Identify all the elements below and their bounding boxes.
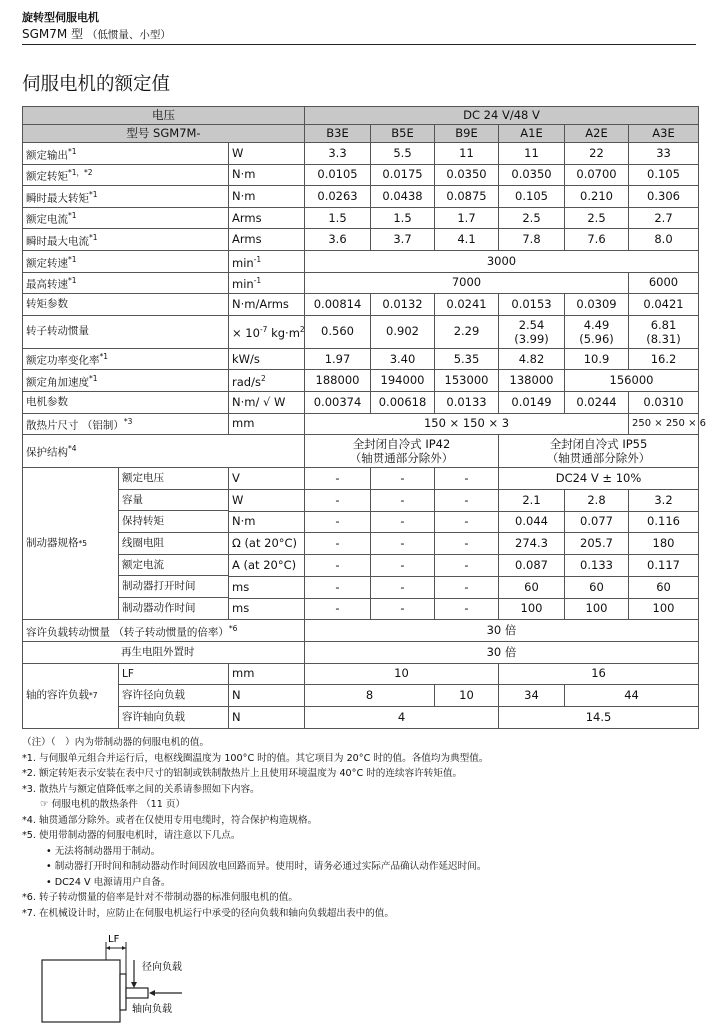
row-label: 转子转动惯量 [23,315,229,348]
model-col: A1E [499,125,565,143]
shaft-group-label: 轴的容许负载 *7 LF 容许径向负载 容许轴向负载 [23,663,229,729]
model-header-row [23,125,699,143]
cell-value: 0.0438 [371,186,435,208]
cell-value: 188000 [305,370,371,392]
brake-group-label: 制动器规格 *5 额定电压 容量 保持转矩 线圈电阻 额定电流 制动器打开时间 制动器动作时间 [23,468,229,620]
cell-value: DC24 V ± 10% [499,468,699,490]
cell-value: 11 [435,143,499,165]
cell-value: 100 [629,598,699,620]
cell-value: - [305,533,371,555]
cell-value: - [371,576,435,598]
cell-value: 1.7 [435,207,499,229]
model-col: B3E [305,125,371,143]
note-reference [22,797,702,813]
hand-pointer-icon: ☞ [40,799,49,810]
cell-value: 3.6 [305,229,371,251]
cell-value: 0.0310 [629,391,699,413]
cell-value: - [305,511,371,533]
cell-value: 14.5 [499,707,699,729]
cell-value: 全封闭自冷式 IP55 （轴贯通部分除外） [499,435,699,468]
row-unit: Arms [229,229,305,251]
cell-value: 60 [565,576,629,598]
brake-item-label: 制动器动作时间 [122,601,196,614]
cell-value: 100 [565,598,629,620]
row-label: 瞬时最大电流$^{*1}$ [23,229,229,251]
brake-item-label: 额定电压 [119,468,228,490]
cell-value: 60 [629,576,699,598]
row-unit: rad/$s^2$ [229,370,305,392]
header-rule [22,44,696,45]
table-row [23,143,699,165]
row-label: 再生电阻外置时 [23,641,305,663]
cell-value: 33 [629,143,699,165]
brake-item-label: 线圈电阻 [119,533,228,555]
cell-value: 0.0700 [565,164,629,186]
cell-value: 0.0241 [435,294,499,316]
motor-shaft [126,988,148,998]
cell-value: 153000 [435,370,499,392]
cell-value: 0.133 [565,555,629,577]
row-label: 电机参数 [23,391,229,413]
cell-value: 0.116 [629,511,699,533]
lf-label: LF [108,934,120,945]
cell-value: 180 [629,533,699,555]
table-row [23,413,699,435]
row-label: 保护结构$^{*4}$ [23,435,305,468]
cell-value: 4.1 [435,229,499,251]
cell-value: 0.0149 [499,391,565,413]
header-model-sub: （低惯量、小型） [86,29,171,41]
note: *3. 散热片与额定值降低率之间的关系请参照如下内容。 [22,783,260,795]
cell-value: 8.0 [629,229,699,251]
note: *5. 使用带制动器的伺服电机时，请注意以下几点。 [22,830,241,841]
cell-value: - [305,555,371,577]
cell-value: 274.3 [499,533,565,555]
row-label: 瞬时最大转矩$^{*1}$ [23,186,229,208]
cell-value: 60 [499,576,565,598]
row-unit: Ω (at 20°C) [229,533,305,555]
cell-value: 0.0133 [435,391,499,413]
row-unit: $\min^{-1}$ [229,272,305,294]
brake-item-label: 保持转矩 [119,511,228,533]
cell-value: 4.49 (5.96) [565,315,629,348]
row-label: 散热片尺寸 （铝制）$^{*3}$ [23,413,229,435]
note-reference-text: 伺服电机的散热条件 （11 页） [51,799,186,810]
cell-value: 0.0350 [435,164,499,186]
cell-value: 30 倍 [305,641,699,663]
row-unit: N·m/ √ W [229,391,305,413]
cell-value: - [371,555,435,577]
cell-value: 0.00814 [305,294,371,316]
cell-value: 16 [499,663,699,685]
motor-flange [120,974,126,1010]
cell-value: 3.2 [629,489,699,511]
cell-value: 0.560 [305,315,371,348]
cell-value: 0.0132 [371,294,435,316]
cell-value: 34 [499,685,565,707]
row-unit: N [229,685,305,707]
cell-value: 4.82 [499,348,565,370]
cell-value: 0.902 [371,315,435,348]
note-bullet: • DC24 V 电源请用户自备。 [46,876,171,888]
cell-value: 2.1 [499,489,565,511]
brake-item-label: 额定电流 [119,555,228,577]
cell-value: - [371,489,435,511]
row-unit: Arms [229,207,305,229]
cell-value: 7.8 [499,229,565,251]
table-row [23,370,699,392]
table-row [23,186,699,208]
cell-value: 0.0309 [565,294,629,316]
note-bullet: • 无法将制动器用于制动。 [46,845,161,857]
row-unit: $\min^{-1}$ [229,250,305,272]
cell-value: 30 倍 [305,620,699,642]
cell-value: 2.7 [629,207,699,229]
cell-value: 205.7 [565,533,629,555]
row-unit: N·m/Arms [229,294,305,316]
cell-value: 7000 [305,272,629,294]
cell-value: 194000 [371,370,435,392]
cell-value: 16.2 [629,348,699,370]
row-unit: W [229,489,305,511]
cell-value: - [435,533,499,555]
cell-value: 2.54 (3.99) [499,315,565,348]
note: *6. 转子转动惯量的倍率是针对不带制动器的标准伺服电机的值。 [22,892,299,903]
row-unit: W [229,143,305,165]
cell-value: 0.0421 [629,294,699,316]
cell-value: 1.5 [371,207,435,229]
cell-value: 全封闭自冷式 IP42 （轴贯通部分除外） [305,435,499,468]
shaft-item-label: LF [119,664,228,686]
model-col: B9E [435,125,499,143]
cell-value: - [435,576,499,598]
cell-value: 11 [499,143,565,165]
model-col: B5E [371,125,435,143]
row-unit: N·m [229,164,305,186]
cell-value: - [305,576,371,598]
table-row [23,250,699,272]
table-row [23,315,699,348]
row-unit: V [229,468,305,490]
table-row [23,641,699,663]
cell-value: 2.5 [565,207,629,229]
table-row [23,272,699,294]
cell-value: - [435,511,499,533]
row-label: 最高转速$^{*1}$ [23,272,229,294]
row-label: 额定转矩$^{*1,*2}$ [23,164,229,186]
model-col: A2E [565,125,629,143]
table-row [23,468,699,490]
note: *1. 与伺服单元组合并运行后，电枢线圈温度为 100°C 时的值。其它项目为 20°C 时的值。各值均为典型值。 [22,752,489,764]
cell-value: - [371,511,435,533]
brake-item-label: 制动器打开时间 [119,576,228,598]
model-col: A3E [629,125,699,143]
model-label: 型号 SGM7M- [23,125,305,143]
cell-value: 1.5 [305,207,371,229]
cell-value: 156000 [565,370,699,392]
row-unit: N·m [229,511,305,533]
cell-value: - [371,533,435,555]
cell-value: 1.97 [305,348,371,370]
motor-body [42,960,120,1022]
table-row [23,435,699,468]
cell-value: 0.210 [565,186,629,208]
cell-value: 10.9 [565,348,629,370]
cell-value: 2.5 [499,207,565,229]
cell-value: 0.117 [629,555,699,577]
row-label: 容许负载转动惯量 （转子转动惯量的倍率）$^{*6}$ [23,620,305,642]
voltage-value: DC 24 V/48 V [305,107,699,125]
shaft-load-diagram [22,930,242,1024]
cell-value: 6.81 (8.31) [629,315,699,348]
cell-value: - [305,489,371,511]
table-row [23,348,699,370]
cell-value: 10 [305,663,499,685]
note: *4. 轴贯通部分除外。或者在仅使用专用电缆时，符合保护构造规格。 [22,814,318,826]
cell-value: 4 [305,707,499,729]
cell-value: - [305,598,371,620]
cell-value: 3.40 [371,348,435,370]
cell-value: - [435,468,499,490]
cell-value: 2.29 [435,315,499,348]
row-label: 额定角加速度$^{*1}$ [23,370,229,392]
section-title: 伺服电机的额定值 [22,74,171,95]
cell-value: 0.0263 [305,186,371,208]
table-row [23,663,699,685]
note: *7. 在机械设计时，应防止在伺服电机运行中承受的径向负载和轴向负载超出表中的值。 [22,907,394,919]
cell-value: - [371,468,435,490]
row-unit: N·m [229,186,305,208]
cell-value: 22 [565,143,629,165]
table-row [23,207,699,229]
cell-value: - [371,598,435,620]
row-label: 转矩参数 [23,294,229,316]
row-unit: mm [229,663,305,685]
cell-value: 5.35 [435,348,499,370]
cell-value: - [435,598,499,620]
table-row [23,391,699,413]
row-label: 额定电流$^{*1}$ [23,207,229,229]
footnotes [22,735,702,921]
cell-value: 3.7 [371,229,435,251]
cell-value: 100 [499,598,565,620]
voltage-label: 电压 [23,107,305,125]
brake-item-label: 容量 [119,490,228,512]
cell-value: 8 [305,685,435,707]
note: （注）（ ）内为带制动器的伺服电机的值。 [22,737,210,748]
row-unit: A (at 20°C) [229,555,305,577]
cell-value: 150 × 150 × 3 [305,413,629,435]
cell-value: 0.0350 [499,164,565,186]
cell-value: 250 × 250 × 6 [629,413,699,435]
cell-value: 44 [565,685,699,707]
cell-value: 5.5 [371,143,435,165]
header-category: 旋转型伺服电机 [22,11,99,24]
cell-value: 7.6 [565,229,629,251]
row-unit: × $10^{-7}$ $kg\cdot m^2$ [229,315,305,348]
row-unit: N [229,707,305,729]
cell-value: 0.105 [499,186,565,208]
note-bullet: • 制动器打开时间和制动器动作时间因放电回路而异。使用时，请务必通过实际产品确认动作延迟时间。 [46,861,487,872]
radial-load-label: 径向负载 [142,962,182,973]
cell-value: 0.00374 [305,391,371,413]
row-label: 额定功率变化率$^{*1}$ [23,348,229,370]
cell-value: 6000 [629,272,699,294]
row-unit: kW/s [229,348,305,370]
axial-load-label: 轴向负载 [132,1004,172,1015]
table-row [23,294,699,316]
row-unit: mm [229,413,305,435]
cell-value: 138000 [499,370,565,392]
header-model [22,25,171,42]
cell-value: 0.0153 [499,294,565,316]
cell-value: 2.8 [565,489,629,511]
shaft-item-label: 容许轴向负载 [122,710,185,723]
cell-value: - [435,555,499,577]
table-row [23,164,699,186]
ratings-table [22,106,707,729]
row-label: 额定转速$^{*1}$ [23,250,229,272]
cell-value: 0.077 [565,511,629,533]
cell-value: 3000 [305,250,699,272]
cell-value: - [305,468,371,490]
header-model-name: SGM7M 型 [22,27,84,41]
note: *2. 额定转矩表示安装在表中尺寸的铝制或铁制散热片上且使用环境温度为 40°C 时的连续容许转矩值。 [22,768,463,779]
row-label: 额定输出$^{*1}$ [23,143,229,165]
cell-value: 0.044 [499,511,565,533]
cell-value: 0.087 [499,555,565,577]
cell-value: 0.306 [629,186,699,208]
table-row [23,620,699,642]
cell-value: 0.0105 [305,164,371,186]
shaft-item-label: 容许径向负载 [119,685,228,707]
cell-value: 10 [435,685,499,707]
cell-value: 3.3 [305,143,371,165]
cell-value: 0.00618 [371,391,435,413]
cell-value: 0.105 [629,164,699,186]
cell-value: - [435,489,499,511]
row-unit: ms [229,576,305,598]
cell-value: 0.0175 [371,164,435,186]
cell-value: 0.0875 [435,186,499,208]
table-row [23,229,699,251]
cell-value: 0.0244 [565,391,629,413]
row-unit: ms [229,598,305,620]
